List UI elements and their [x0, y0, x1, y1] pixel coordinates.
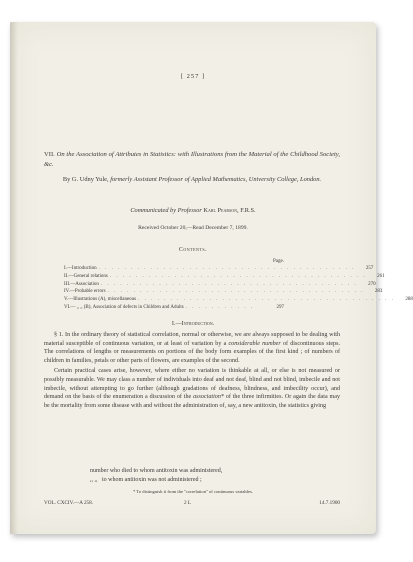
contents-page-label: Page.: [273, 259, 284, 264]
toc-row: [64, 296, 413, 304]
emphasis-text: considerable number: [228, 340, 281, 347]
emphasis-text: association*: [193, 394, 224, 401]
footer-date: 14.7.1900: [319, 500, 340, 506]
toc-row: [64, 304, 284, 312]
page-number: [ 257 ]: [180, 73, 206, 80]
table-of-contents: [64, 265, 413, 312]
example-lines: [90, 467, 222, 484]
communicated-prefix: Communicated by Professor: [130, 207, 202, 214]
example-line-text: to whom antitoxin was not administered ;: [102, 476, 202, 483]
toc-page: 270: [368, 281, 376, 287]
toc-label: I.—Introduction: [64, 266, 97, 271]
paragraph-text: Certain practical cases arise, however, where either no variation is thinkable at all, or else is not measured or possibly measurable. We may class a number of individuals into deaf and not deaf, blind and not blind, imbecile and not imbecile, without attempting to go further (although gradations of deafness, blindness, and imbecility occur), and demand on the basis of the enumeration a discussion of the: [44, 368, 340, 401]
example-line: [90, 476, 222, 485]
paragraph-text: of discontinuous steps. The correlations of lengths or measurements on portions of the body form examples of the first kind ; of numbers of children in families, petals or other parts of flowers, are examples of the second.: [44, 340, 340, 364]
paragraph-text: § 1. In the ordinary theory of statistical correlation, normal or otherwise, we are always supposed to be dealing with material susceptible of continuous variation, or at least of variation by a: [44, 332, 340, 347]
toc-leader: . . . . . . . . . . . . . . . . . . . . . . . . . . . . . . . . . . . . . . . .: [138, 297, 395, 303]
body-text: [44, 331, 340, 412]
toc-row: [64, 273, 385, 281]
ditto-marks: ,, ,,: [90, 476, 98, 483]
toc-label: III.—Association: [64, 281, 99, 287]
toc-page: 261: [377, 273, 385, 279]
toc-label: V.—Illustrations (A), miscellaneous: [64, 297, 137, 303]
toc-leader: . . . . . . . . . . . . . . . . . . . . . . . . . . . . . . . . . . . . . . . .: [109, 273, 367, 279]
example-line: number who died to whom antitoxin was administered,: [90, 468, 223, 474]
footnote: * To distinguish it from the "correlation" of continuous variables.: [133, 489, 253, 494]
toc-leader: . . . . . . . . . . . . . . . . . . . . . . . . . . . . . . . . . . . . . . . .: [107, 289, 365, 295]
author-line: [44, 175, 340, 185]
paragraph-text: of the three infirmities. Or again the data may be the mortality from some disease with and without the administration of, say, a new antitoxin, the statistics giving: [44, 394, 341, 409]
toc-row: [64, 265, 374, 273]
author-name: By G. Udny Yule,: [62, 176, 109, 183]
article-title: [44, 150, 340, 169]
toc-label: II.—General relations: [64, 273, 108, 279]
paragraph: [44, 367, 340, 410]
toc-page: 297: [276, 304, 284, 310]
toc-label: IV.—Probable errors: [64, 289, 106, 295]
article-number: VII.: [44, 151, 55, 158]
toc-leader: . . . . . . . . . . .: [185, 304, 254, 310]
author-role: formerly Assistant Professor of Applied Mathematics, University College, London.: [110, 176, 322, 183]
toc-row: [64, 288, 383, 296]
communicator-name: Karl Pearson, F.R.S.: [203, 207, 256, 214]
toc-leader: . . . . . . . . . . . . . . . . . . . . . . . . . . . . . . . . . . . . . . . .: [100, 281, 358, 287]
article-title-text: On the Association of Attributes in Statistics: with Illustrations from the Material of the Childhood Society, &c.: [44, 151, 340, 168]
toc-page: 257: [365, 266, 374, 271]
toc-page: 288: [405, 297, 413, 303]
footer-volume: VOL. CXCIV.—A 258.: [44, 500, 94, 506]
contents-heading: Contents.: [178, 247, 208, 253]
toc-leader: . . . . . . . . . . . . . . . . . . . . . . . . . . . . . . . . . . . . . . . .: [98, 266, 356, 271]
section-heading: I.—Introduction.: [171, 320, 215, 327]
footer-signature: 2 L: [184, 500, 192, 506]
page-spine-shadow: [10, 22, 18, 534]
toc-label: VI.— „ „ (B), Association of defects in Children and Adults: [64, 304, 184, 310]
toc-row: [64, 281, 376, 289]
toc-page: 283: [374, 289, 383, 295]
paragraph: [44, 331, 340, 365]
journal-page: [10, 22, 413, 534]
communicated-by: [10, 207, 376, 214]
received-date: Received October 20,—Read December 7, 1899.: [138, 225, 248, 231]
